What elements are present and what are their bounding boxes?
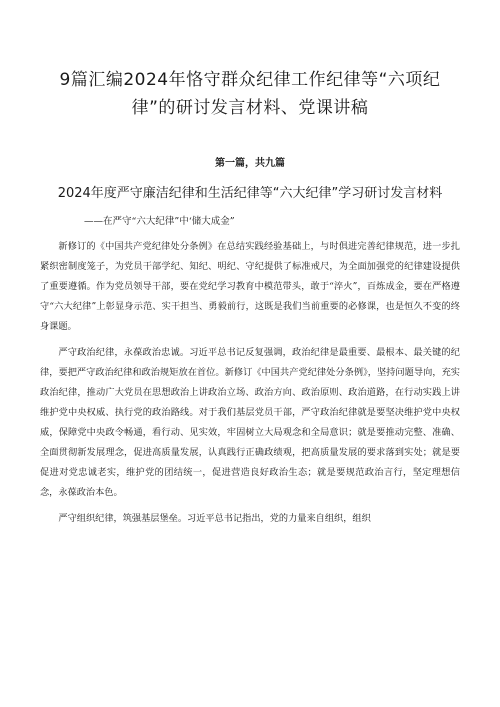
paragraph-organizational-discipline: 严守组织纪律，筑强基层堡垒。习近平总书记指出，党的力量来自组织，组织 — [58, 513, 371, 524]
section-label: 第一篇，共九篇 — [215, 158, 285, 169]
paragraph-intro: 新修订的《中国共产党纪律处分条例》在总结实践经验基础上，与时俱进完善纪律规范，进一步扎紧织密制度笼子，为党员干部学纪、知纪、明纪、守纪提供了标准戒尺，为全面加强党的纪律建设提供了重要遵循。作为党员领导干部，要在党纪学习教育中模范带头，敢于“淬火”，百炼成金，要在严格遵守“六大纪律”上彰显身示范、实干担当、勇毅前行，这既是我们当前重要的必修课，也是恒久不变的终身课题。 — [40, 241, 460, 332]
document-title: 9篇汇编2024年恪守群众纪律工作纪律等“六项纪律”的研讨发言材料、党课讲稿 — [59, 70, 441, 118]
article-title: 2024年度严守廉洁纪律和生活纪律等“六大纪律”学习研讨发言材料 — [57, 186, 443, 201]
paragraph-political-discipline: 严守政治纪律，永葆政治忠诚。习近平总书记反复强调，政治纪律是最重要、最根本、最关键的纪律，要把严守政治纪律和政治规矩放在首位。新修订《中国共产党纪律处分条例》，坚持问题导向，充实政治纪律，推动广大党员在思想政治上讲政治立场、政治方向、政治原则、政治道路，在行动实践上讲维护党中央权威、执行党的政治路线。对于我们基层党员干部，严守政治纪律就是要坚决维护党中央权威，保障党中央政令畅通，看行动、见实效，牢固树立大局观念和全局意识；就是要推动完整、准确、全面贯彻新发展理念，促进高质量发展，认真践行正确政绩观，把高质量发展的要求落到实处；就是要促进对党忠诚老实，维护党的团结统一，促进营造良好政治生态；就是要规范政治言行，坚定理想信念，永葆政治本色。 — [40, 347, 460, 498]
article-subtitle: ——在严守“六大纪律”中‘储大成金” — [84, 216, 235, 227]
